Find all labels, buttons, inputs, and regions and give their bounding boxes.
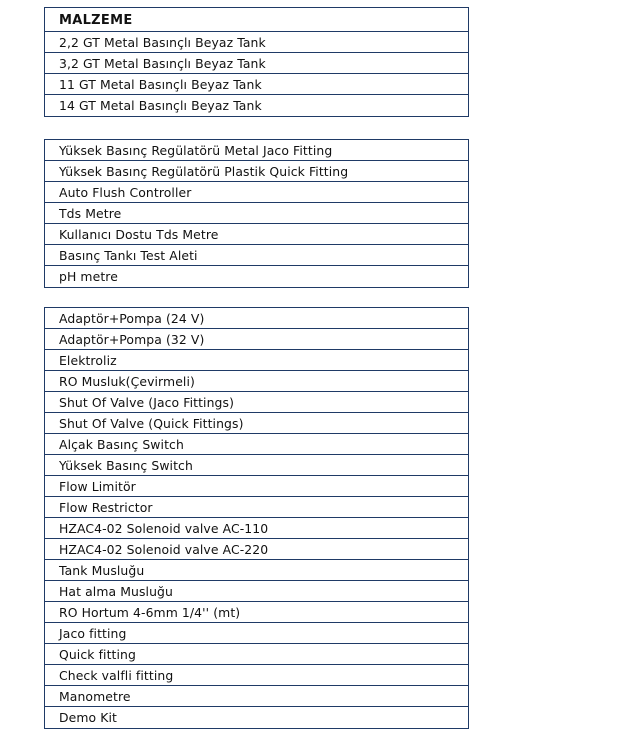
table-row: Basınç Tankı Test Aleti: [45, 245, 468, 266]
table-row: HZAC4-02 Solenoid valve AC-220: [45, 539, 468, 560]
table-row: Check valfli fitting: [45, 665, 468, 686]
table-row: Tank Musluğu: [45, 560, 468, 581]
table-header: MALZEME: [45, 8, 468, 32]
table-row: Flow Restrictor: [45, 497, 468, 518]
material-table-instruments: [44, 139, 469, 288]
table-row: Alçak Basınç Switch: [45, 434, 468, 455]
table-row: Quick fitting: [45, 644, 468, 665]
table-row: Demo Kit: [59, 710, 117, 725]
table-row: Adaptör+Pompa (32 V): [45, 329, 468, 350]
table-row: Elektroliz: [45, 350, 468, 371]
table-row: pH metre: [59, 269, 118, 284]
table-row: Hat alma Musluğu: [45, 581, 468, 602]
table-row: Shut Of Valve (Jaco Fittings): [45, 392, 468, 413]
table-row: Auto Flush Controller: [45, 182, 468, 203]
table-row: Yüksek Basınç Regülatörü Plastik Quick Fitting: [45, 161, 468, 182]
table-row: Jaco fitting: [45, 623, 468, 644]
table-row: Manometre: [45, 686, 468, 707]
table-row: 11 GT Metal Basınçlı Beyaz Tank: [45, 74, 468, 95]
table-row: Shut Of Valve (Quick Fittings): [45, 413, 468, 434]
material-table-parts: [44, 307, 469, 729]
table-row: RO Hortum 4-6mm 1/4'' (mt): [45, 602, 468, 623]
material-table-tanks: [44, 7, 469, 117]
table-row: HZAC4-02 Solenoid valve AC-110: [45, 518, 468, 539]
table-row: RO Musluk(Çevirmeli): [45, 371, 468, 392]
table-row: Tds Metre: [45, 203, 468, 224]
table-row: 2,2 GT Metal Basınçlı Beyaz Tank: [45, 32, 468, 53]
table-row: Kullanıcı Dostu Tds Metre: [45, 224, 468, 245]
table-row: Yüksek Basınç Switch: [45, 455, 468, 476]
table-row: 3,2 GT Metal Basınçlı Beyaz Tank: [45, 53, 468, 74]
table-row: 14 GT Metal Basınçlı Beyaz Tank: [59, 98, 262, 113]
table-row: Yüksek Basınç Regülatörü Metal Jaco Fitting: [45, 140, 468, 161]
table-row: Flow Limitör: [45, 476, 468, 497]
table-row: Adaptör+Pompa (24 V): [45, 308, 468, 329]
